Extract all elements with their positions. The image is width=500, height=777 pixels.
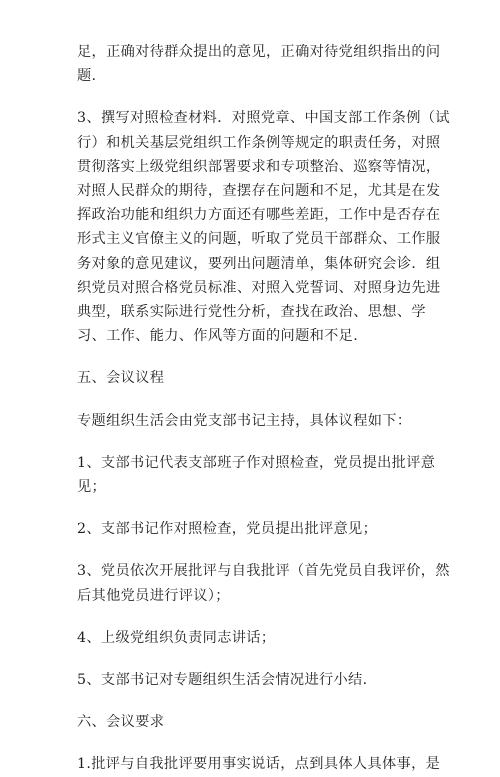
- agenda-item-1: [77, 451, 436, 499]
- text-line: 后其他党员进行评议）；: [77, 587, 230, 604]
- text-line: 五、会议议程: [77, 370, 165, 387]
- paragraph-attitude-continued: [77, 40, 441, 88]
- paragraph-agenda-intro: [77, 409, 427, 433]
- text-line: 典型，联系实际进行党性分析，查找在政治、思想、学: [77, 304, 426, 321]
- text-line: 1.批评与自我批评要用事实说话，点到具体人具体事，是: [77, 756, 441, 773]
- text-line: 贯彻落实上级党组织部署要求和专项整治、巡察等情况，: [77, 158, 441, 175]
- text-line: 形式主义官僚主义的问题，听取了党员干部群众、工作服: [77, 231, 441, 248]
- text-line: 足，正确对待群众提出的意见，正确对待党组织指出的问: [77, 44, 441, 60]
- text-line: 见；: [77, 479, 107, 496]
- agenda-item-4: [77, 626, 427, 650]
- document-page: [77, 40, 450, 777]
- text-line: 专题组织生活会由党支部书记主持，具体议程如下：: [77, 412, 412, 429]
- text-line: 1、支部书记代表支部班子作对照检查，党员提出批评意: [77, 454, 436, 471]
- agenda-item-3: [77, 559, 450, 607]
- text-line: 对照人民群众的期待，查摆存在问题和不足，尤其是在发: [77, 183, 441, 200]
- text-line: 织党员对照合格党员标准、对照入党誓词、对照身边先进: [77, 279, 441, 296]
- text-line: 5、支部书记对专题组织生活会情况进行小结.: [77, 672, 368, 689]
- text-line: 行）和机关基层党组织工作条例等规定的职责任务，对照: [77, 134, 441, 151]
- text-line: 4、上级党组织负责同志讲话；: [77, 629, 276, 646]
- text-line: 题.: [77, 68, 97, 85]
- requirement-item-1: [77, 752, 441, 776]
- text-line: 习、工作、能力、作风等方面的问题和不足.: [77, 328, 359, 345]
- text-line: 挥政治功能和组织力方面还有哪些差距，工作中是否存在: [77, 207, 441, 224]
- agenda-item-5: [77, 668, 427, 692]
- paragraph-item-3-materials: [77, 106, 450, 348]
- text-line: 六、会议要求: [77, 714, 165, 731]
- text-line: 3、撰写对照检查材料．对照党章、中国支部工作条例（试: [77, 110, 450, 127]
- text-line: 务对象的意见建议，要列出问题清单，集体研究会诊．组: [77, 255, 441, 272]
- text-line: 2、支部书记作对照检查，党员提出批评意见；: [77, 521, 378, 538]
- section-heading-agenda: [77, 366, 427, 390]
- section-heading-requirements: [77, 710, 427, 734]
- agenda-item-2: [77, 517, 427, 541]
- text-line: 3、党员依次开展批评与自我批评（首先党员自我评价，然: [77, 563, 450, 580]
